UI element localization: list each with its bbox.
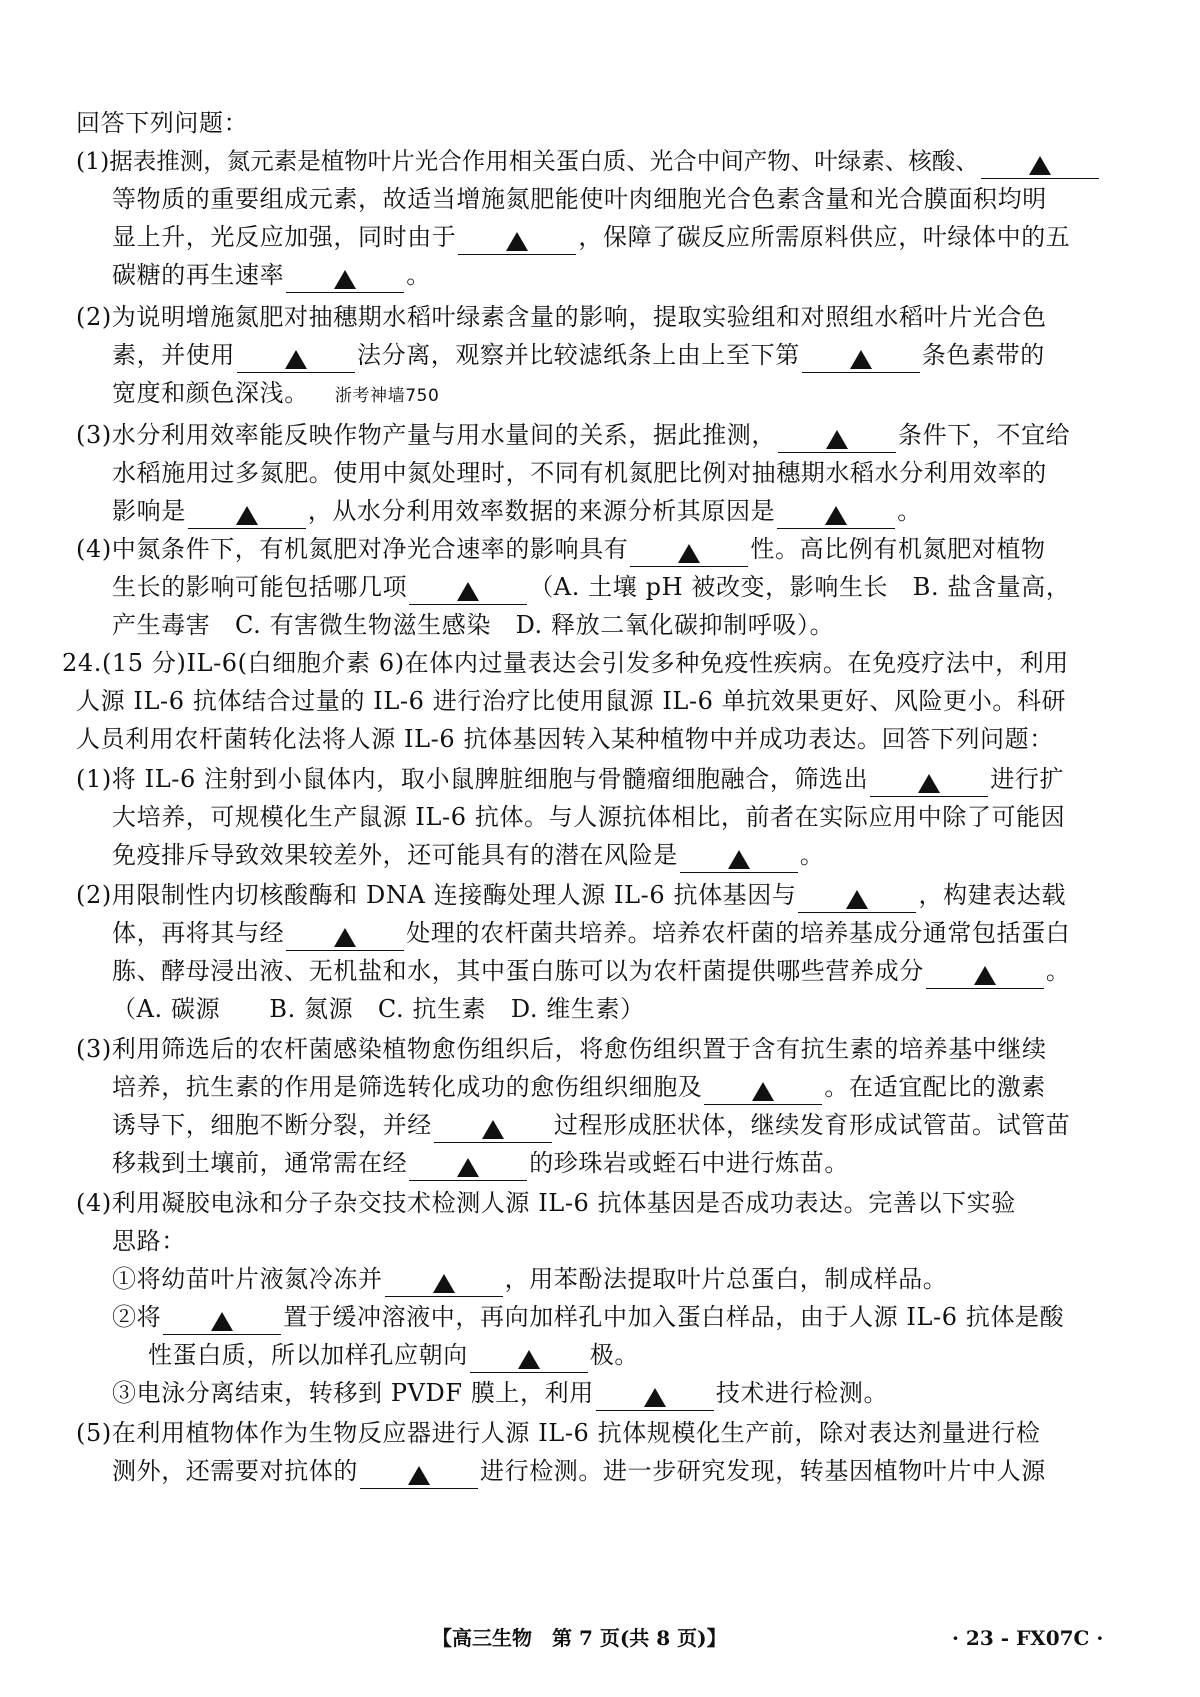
- answer-blank[interactable]: [188, 500, 306, 529]
- triangle-icon: [457, 582, 479, 601]
- q24-4-step2-cont: 性蛋白质，所以加样孔应朝向 极。: [148, 1340, 639, 1373]
- q24-1-line2: 大培养，可规模化生产鼠源 IL-6 抗体。与人源抗体相比，前者在实际应用中除了可能因: [112, 803, 1066, 831]
- q24-3-line3: 诱导下，细胞不断分裂，并经 过程形成胚状体，继续发育形成试管苗。试管苗: [112, 1110, 1070, 1143]
- triangle-icon: [826, 430, 848, 449]
- triangle-icon: [408, 1466, 430, 1485]
- q23-2-line3: 宽度和颜色深浅。 浙考神墙750: [112, 379, 440, 407]
- q23-4-line1: (4)中氮条件下，有机氮肥对净光合速率的影响具有 性。高比例有机氮肥对植物: [76, 534, 1046, 567]
- q23-3-line2: 水稻施用过多氮肥。使用中氮处理时，不同有机氮肥比例对抽穗期水稻水分利用效率的: [112, 459, 1047, 487]
- triangle-icon: [974, 966, 996, 985]
- triangle-icon: [846, 890, 868, 909]
- triangle-icon: [644, 1388, 666, 1407]
- answer-blank[interactable]: [286, 922, 404, 951]
- triangle-icon: [850, 350, 872, 369]
- q24-5-line2: 测外，还需要对抗体的 进行检测。进一步研究发现，转基因植物叶片中人源: [112, 1456, 1046, 1489]
- q24-2-options: （A. 碳源 B. 氮源 C. 抗生素 D. 维生素）: [112, 995, 645, 1023]
- answer-blank[interactable]: [458, 226, 576, 255]
- triangle-icon: [211, 1312, 233, 1331]
- q23-1-line4: 碳糖的再生速率 。: [112, 260, 431, 293]
- q24-4-line2: 思路：: [112, 1227, 186, 1255]
- answer-blank[interactable]: [385, 1268, 503, 1297]
- q24-1-line1: (1)将 IL-6 注射到小鼠体内，取小鼠脾脏细胞与骨髓瘤细胞融合，筛选出 进行扩: [76, 764, 1064, 797]
- answer-blank[interactable]: [777, 500, 895, 529]
- footer-code: · 23 - FX07C ·: [952, 1626, 1104, 1650]
- q24-stem-line1: 24.(15 分)IL-6(白细胞介素 6)在体内过量表达会引发多种免疫性疾病。在免疫疗法中，利用: [62, 649, 1069, 677]
- q24-3-line1: (3)利用筛选后的农杆菌感染植物愈伤组织后，将愈伤组织置于含有抗生素的培养基中继续: [76, 1035, 1047, 1063]
- q24-3-line4: 移栽到土壤前，通常需在经 的珍珠岩或蛭石中进行炼苗。: [112, 1148, 849, 1181]
- triangle-icon: [678, 544, 700, 563]
- triangle-icon: [518, 1350, 540, 1369]
- triangle-icon: [334, 928, 356, 947]
- answer-blank[interactable]: [237, 344, 355, 373]
- triangle-icon: [334, 270, 356, 289]
- q24-1-line3: 免疫排斥导致效果较差外，还可能具有的潜在风险是 。: [112, 840, 824, 873]
- intro-line: 回答下列问题：: [76, 109, 249, 137]
- triangle-icon: [285, 350, 307, 369]
- answer-blank[interactable]: [870, 768, 988, 797]
- q23-4-line2: 生长的影响可能包括哪几项 （A. 土壤 pH 被改变，影响生长 B. 盐含量高，: [112, 572, 1070, 605]
- answer-blank[interactable]: [981, 150, 1099, 179]
- q24-2-line3: 胨、酵母浸出液、无机盐和水，其中蛋白胨可以为农杆菌提供哪些营养成分 。: [112, 956, 1070, 989]
- q23-1-line2: 等物质的重要组成元素，故适当增施氮肥能使叶肉细胞光合色素含量和光合膜面积均明: [112, 185, 1047, 213]
- q23-3-line3: 影响是 ，从水分利用效率数据的来源分析其原因是 。: [112, 496, 922, 529]
- page-footer: [0, 1623, 1200, 1653]
- q24-5-line1: (5)在利用植物体作为生物反应器进行人源 IL-6 抗体规模化生产前，除对表达剂量进行检: [76, 1419, 1041, 1447]
- triangle-icon: [457, 1158, 479, 1177]
- answer-blank[interactable]: [163, 1306, 281, 1335]
- answer-blank[interactable]: [680, 844, 798, 873]
- q24-stem-line3: 人员利用农杆菌转化法将人源 IL-6 抗体基因转入某种植物中并成功表达。回答下列问题：: [76, 725, 1054, 753]
- answer-blank[interactable]: [704, 1076, 822, 1105]
- q24-4-step2: ②将 置于缓冲溶液中，再向加样孔中加入蛋白样品，由于人源 IL-6 抗体是酸: [112, 1302, 1064, 1335]
- q24-2-line2: 体，再将其与经 处理的农杆菌共培养。培养农杆菌的培养基成分通常包括蛋白: [112, 918, 1070, 951]
- answer-blank[interactable]: [630, 538, 748, 567]
- q24-2-line1: (2)用限制性内切核酸酶和 DNA 连接酶处理人源 IL-6 抗体基因与 ，构建表达载: [76, 880, 1066, 913]
- q24-3-line2: 培养，抗生素的作用是筛选转化成功的愈伤组织细胞及 。在适宜配比的激素: [112, 1072, 1046, 1105]
- triangle-icon: [1029, 156, 1051, 175]
- answer-blank[interactable]: [798, 884, 916, 913]
- q23-2-line1: (2)为说明增施氮肥对抽穗期水稻叶绿素含量的影响，提取实验组和对照组水稻叶片光合色: [76, 303, 1047, 331]
- triangle-icon: [728, 850, 750, 869]
- triangle-icon: [236, 506, 258, 525]
- triangle-icon: [918, 774, 940, 793]
- q23-3-line1: (3)水分利用效率能反映作物产量与用水量间的关系，据此推测， 条件下，不宜给: [76, 420, 1070, 453]
- triangle-icon: [482, 1120, 504, 1139]
- triangle-icon: [825, 506, 847, 525]
- answer-blank[interactable]: [409, 1152, 527, 1181]
- triangle-icon: [752, 1082, 774, 1101]
- answer-blank[interactable]: [360, 1460, 478, 1489]
- q23-1-line1: (1)据表推测，氮元素是植物叶片光合作用相关蛋白质、光合中间产物、叶绿素、核酸、: [76, 146, 1101, 179]
- triangle-icon: [433, 1274, 455, 1293]
- answer-blank[interactable]: [926, 960, 1044, 989]
- q24-4-line1: (4)利用凝胶电泳和分子杂交技术检测人源 IL-6 抗体基因是否成功表达。完善以下实验: [76, 1189, 1016, 1217]
- answer-blank[interactable]: [596, 1382, 714, 1411]
- answer-blank[interactable]: [409, 576, 527, 605]
- footer-page-info: 【高三生物 第 7 页(共 8 页)】: [432, 1626, 727, 1650]
- answer-blank[interactable]: [802, 344, 920, 373]
- answer-blank[interactable]: [286, 264, 404, 293]
- answer-blank[interactable]: [778, 424, 896, 453]
- watermark-text: 浙考神墙750: [334, 386, 440, 406]
- q23-1-line3: 显上升，光反应加强，同时由于 ，保障了碳反应所需原料供应，叶绿体中的五: [112, 222, 1070, 255]
- answer-blank[interactable]: [470, 1344, 588, 1373]
- answer-blank[interactable]: [434, 1114, 552, 1143]
- q23-2-line2: 素，并使用 法分离，观察并比较滤纸条上由上至下第 条色素带的: [112, 340, 1045, 373]
- q24-4-step1: ①将幼苗叶片液氮冷冻并 ，用苯酚法提取叶片总蛋白，制成样品。: [112, 1264, 947, 1297]
- q23-4-line3: 产生毒害 C. 有害微生物滋生感染 D. 释放二氧化碳抑制呼吸）。: [112, 611, 835, 639]
- q24-4-step3: ③电泳分离结束，转移到 PVDF 膜上，利用 技术进行检测。: [112, 1378, 888, 1411]
- q24-stem-line2: 人源 IL-6 抗体结合过量的 IL-6 进行治疗比使用鼠源 IL-6 单抗效果更好、风险更小。科研: [76, 687, 1067, 715]
- triangle-icon: [506, 232, 528, 251]
